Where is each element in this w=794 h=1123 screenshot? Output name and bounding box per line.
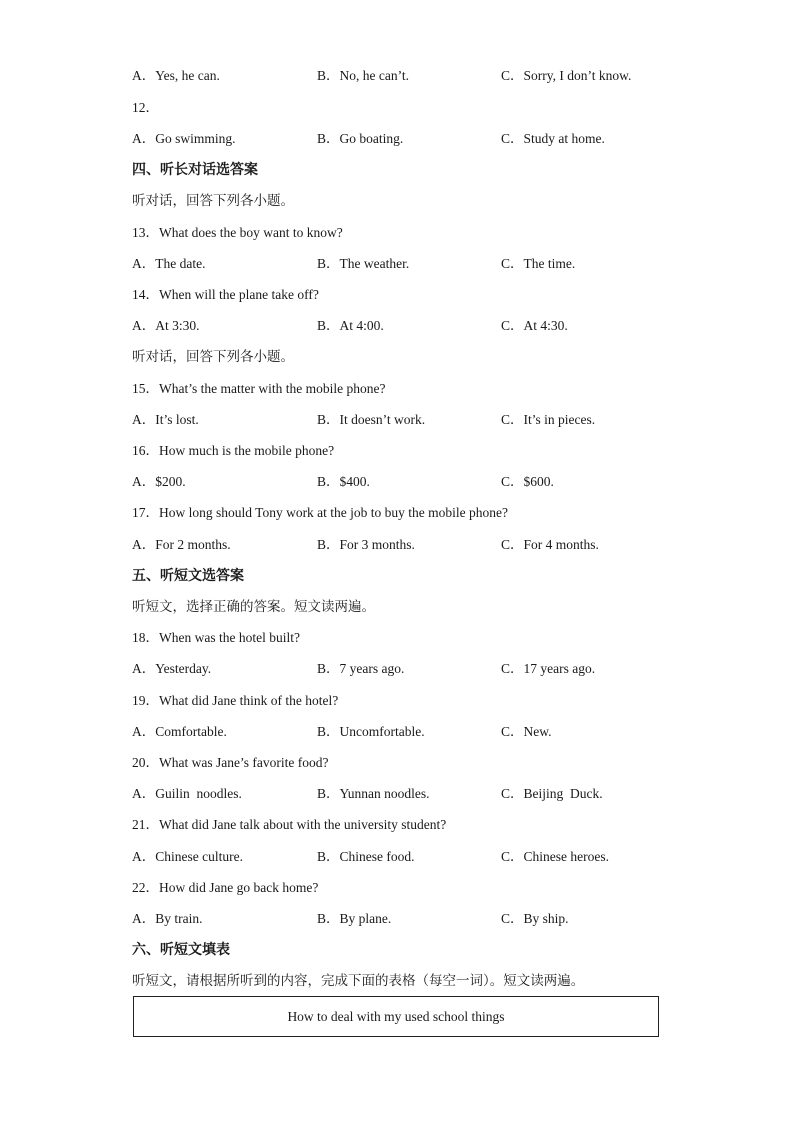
q20-option-a: A．Guilin noodles. [132,786,242,801]
q11-option-b: B．No, he can’t. [317,68,409,83]
q12-stem: 12． [132,100,159,115]
q15-stem: 15．What’s the matter with the mobile phone? [132,381,386,396]
q11-option-c: C．Sorry, I don’t know. [501,68,632,83]
q12-option-c: C．Study at home. [501,131,605,146]
q13-stem: 13．What does the boy want to know? [132,225,343,240]
q14-option-a: A．At 3:30. [132,318,200,333]
q21-option-b: B．Chinese food. [317,849,415,864]
q17-option-b: B．For 3 months. [317,537,415,552]
q22-stem: 22．How did Jane go back home? [132,880,319,895]
q15-option-b: B．It doesn’t work. [317,412,426,427]
section-6-title: 六、听短文填表 [132,942,230,958]
q17-option-a: A．For 2 months. [132,537,231,552]
q13-option-b: B．The weather. [317,256,410,271]
q11-option-a: A．Yes, he can. [132,68,220,83]
q15-option-a: A．It’s lost. [132,412,199,427]
q16-stem: 16．How much is the mobile phone? [132,443,335,458]
q21-option-a: A．Chinese culture. [132,849,243,864]
q14-option-b: B．At 4:00. [317,318,384,333]
q21-stem: 21．What did Jane talk about with the university student? [132,817,447,832]
q14-option-c: C．At 4:30. [501,318,568,333]
q18-option-c: C．17 years ago. [501,661,596,676]
q22-option-b: B．By plane. [317,911,392,926]
q19-option-a: A．Comfortable. [132,724,227,739]
q20-stem: 20．What was Jane’s favorite food? [132,755,329,770]
q18-option-a: A．Yesterday. [132,661,212,676]
q12-option-b: B．Go boating. [317,131,404,146]
section-5-instruction: 听短文，选择正确的答案。短文读两遍。 [132,599,375,615]
q17-stem: 17．How long should Tony work at the job to buy the mobile phone? [132,505,509,520]
q20-option-c: C．Beijing Duck. [501,786,603,801]
q13-option-a: A．The date. [132,256,206,271]
q22-option-a: A．By train. [132,911,203,926]
q19-option-c: C．New. [501,724,552,739]
section-4-title: 四、听长对话选答案 [132,162,258,178]
q21-option-c: C．Chinese heroes. [501,849,609,864]
q16-option-a: A．$200. [132,474,186,489]
section-4-instruction-2: 听对话，回答下列各小题。 [132,349,294,365]
fill-table-title: How to deal with my used school things [287,1008,505,1024]
q16-option-b: B．$400. [317,474,370,489]
q19-stem: 19．What did Jane think of the hotel? [132,693,339,708]
fill-table-header [133,996,659,1037]
q18-option-b: B．7 years ago. [317,661,405,676]
section-4-instruction-1: 听对话，回答下列各小题。 [132,193,294,209]
q16-option-c: C．$600. [501,474,554,489]
q18-stem: 18．When was the hotel built? [132,630,300,645]
q12-option-a: A．Go swimming. [132,131,236,146]
q15-option-c: C．It’s in pieces. [501,412,596,427]
q14-stem: 14．When will the plane take off? [132,287,319,302]
section-5-title: 五、听短文选答案 [132,568,244,584]
q13-option-c: C．The time. [501,256,576,271]
q20-option-b: B．Yunnan noodles. [317,786,430,801]
q22-option-c: C．By ship. [501,911,569,926]
q17-option-c: C．For 4 months. [501,537,599,552]
section-6-instruction: 听短文，请根据所听到的内容，完成下面的表格（每空一词）。短文读两遍。 [132,973,585,989]
q19-option-b: B．Uncomfortable. [317,724,425,739]
